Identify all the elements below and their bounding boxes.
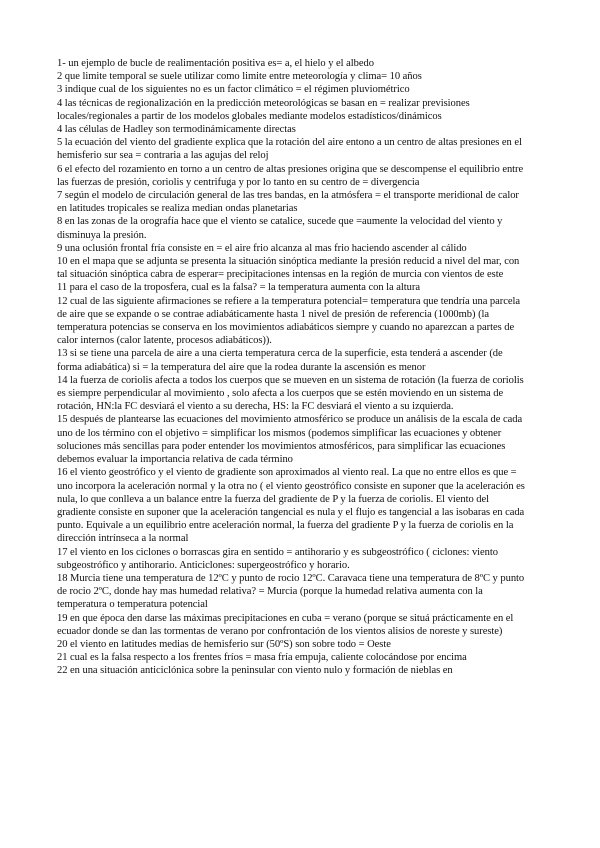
question-paragraph: 20 el viento en latitudes medias de hemisferio sur (50ºS) son sobre todo = Oeste <box>57 638 391 650</box>
question-paragraph: 7 según el modelo de circulación general de las tres bandas, en la atmósfera = el transporte meridional de calor en latitudes tropicales se realiza median ondas planetarias <box>57 190 519 215</box>
question-paragraph: 21 cual es la falsa respecto a los frentes fríos = masa fría empuja, caliente colocándose por encima <box>57 652 467 664</box>
question-paragraph: 18 Murcia tiene una temperatura de 12ºC y punto de rocio 12ºC. Caravaca tiene una temperatura de 8ºC y punto de rocio 2ºC, donde hay mas humedad relativa? = Murcia (porque la humedad relativa aumenta con la temperatura o temperatura potencial <box>57 572 525 611</box>
question-paragraph: 8 en las zonas de la orografía hace que el viento se catalice, sucede que =aumente la velocidad del viento y disminuya la presión. <box>57 216 503 241</box>
question-paragraph: 11 para el caso de la troposfera, cual es la falsa? = la temperatura aumenta con la altura <box>57 282 420 294</box>
question-paragraph: 19 en que época den darse las máximas precipitaciones en cuba = verano (porque se situá prácticamente en el ecuador donde se dan las tormentas de verano por confrontación de los vientos alisios de noreste y sureste) <box>57 612 514 637</box>
question-paragraph: 22 en una situación anticiclónica sobre la peninsular con viento nulo y formación de nieblas en <box>57 665 453 677</box>
question-paragraph: 16 el viento geostrófico y el viento de gradiente son aproximados al viento real. La que no entre ellos es que = uno incorpora la aceleración normal y la otra no ( el viento geostrófico consiste en suponer que la aceleración es nula, lo que conlleva a un balance entre la fuerza del gradiente de P y la fuerza de coriolis. El viento del gradiente consiste en suponer que la aceleración tangencial es nula y el flujo es tangencial a las isobaras en cada punto. Equivale a un equilibrio entre aceleración normal, la fuerza del gradiente P y la fuerza de coriolis en la dirección intrínseca a la normal <box>57 467 525 545</box>
question-paragraph: 9 una oclusión frontal fría consiste en = el aire frio alcanza al mas frio haciendo ascender al cálido <box>57 242 467 254</box>
question-paragraph: 5 la ecuación del viento del gradiente explica que la rotación del aire entono a un centro de altas presiones en el hemisferio sur sea = contraria a las agujas del reloj <box>57 137 522 162</box>
question-paragraph: 6 el efecto del rozamiento en torno a un centro de altas presiones origina que se descompense el equilibrio entre las fuerzas de presión, coriolis y centrifuga y por lo tanto en su centro de = divergencia <box>57 163 524 188</box>
question-paragraph: 1- un ejemplo de bucle de realimentación positiva es= a, el hielo y el albedo <box>57 58 374 69</box>
question-paragraph: 17 el viento en los ciclones o borrascas gira en sentido = antihorario y es subgeostrófico ( ciclones: viento subgeostrófico y antihorario. Anticiclones: supergeostrófico y horario. <box>57 546 499 571</box>
question-paragraph: 13 si se tiene una parcela de aire a una cierta temperatura cerca de la superficie, esta tenderá a ascender (de forma adiabática) si = la temperatura del aire que la rodea durante la ascensión es menor <box>57 348 503 373</box>
question-paragraph: 15 después de plantearse las ecuaciones del movimiento atmosférico se produce un análisis de la escala de cada uno de los término con el objetivo = simplificar los mismos (podemos simplificar las ecuaciones y obtener soluciones más sencillas para poder entender los movimientos atmosféricos, para simplificar las ecuaciones debemos evaluar la importancia relativa de cada término <box>57 414 523 466</box>
question-paragraph: 12 cual de las siguiente afirmaciones se refiere a la temperatura potencial= temperatura que tendría una parcela de aire que se expande o se contrae adiabáticamente hasta 1 nivel de presión de referencia (1000mb) (la temperatura potencias se conserva en los movimientos adiabáticos siempre y cuando no aparezcan a partes de calor internos (calor latente, procesos adiabáticos)). <box>57 295 521 347</box>
question-paragraph: 2 que limite temporal se suele utilizar como limite entre meteorología y clima= 10 años <box>57 71 422 83</box>
question-paragraph: 4 las técnicas de regionalización en la predicción meteorológicas se basan en = realizar previsiones locales/regionales a partir de los modelos globales mediante modelos estadísticos/dinámicos <box>57 97 470 122</box>
question-paragraph: 3 indique cual de los siguientes no es un factor climático = el régimen pluviométrico <box>57 84 410 96</box>
document-body <box>57 57 527 678</box>
question-paragraph: 10 en el mapa que se adjunta se presenta la situación sinóptica mediante la presión reducid a nivel del mar, con tal situación sinóptica cabra de esperar= precipitaciones intensas en la región de murcia con vientos de este <box>57 256 520 281</box>
question-paragraph: 4 las células de Hadley son termodinámicamente directas <box>57 124 296 136</box>
question-paragraph: 14 la fuerza de coriolis afecta a todos los cuerpos que se mueven en un sistema de rotación (la fuerza de coriolis es siempre perpendicular al movimiento , solo afecta a los cuerpos que se estén moviendo en un sistema de rotación, HN:la FC desviará el viento a su derecha, HS: la FC desviará el viento a su izquierda. <box>57 374 524 413</box>
